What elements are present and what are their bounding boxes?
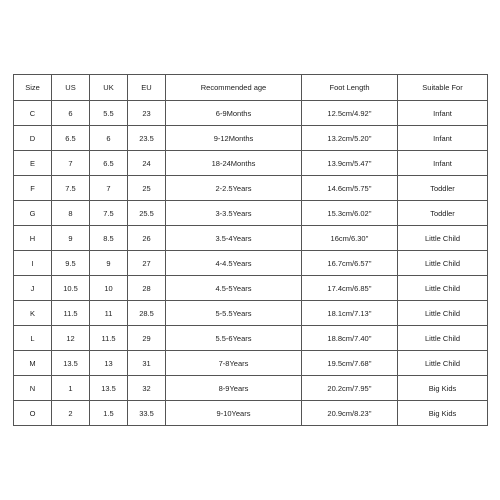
table-row — [14, 301, 488, 326]
cell-recommended-age: 2-2.5Years — [166, 176, 302, 201]
cell-us: 8 — [52, 201, 90, 226]
cell-recommended-age: 9-10Years — [166, 401, 302, 426]
cell-size: O — [14, 401, 52, 426]
cell-us: 12 — [52, 326, 90, 351]
table-row — [14, 376, 488, 401]
cell-us: 2 — [52, 401, 90, 426]
cell-foot-length: 18.8cm/7.40'' — [302, 326, 398, 351]
cell-eu: 33.5 — [128, 401, 166, 426]
cell-uk: 1.5 — [90, 401, 128, 426]
cell-size: M — [14, 351, 52, 376]
cell-uk: 5.5 — [90, 101, 128, 126]
cell-uk: 11.5 — [90, 326, 128, 351]
cell-suitable-for: Toddler — [398, 201, 488, 226]
cell-size: I — [14, 251, 52, 276]
cell-suitable-for: Little Child — [398, 351, 488, 376]
cell-us: 1 — [52, 376, 90, 401]
cell-eu: 25 — [128, 176, 166, 201]
cell-eu: 28 — [128, 276, 166, 301]
table-row — [14, 101, 488, 126]
cell-recommended-age: 3-3.5Years — [166, 201, 302, 226]
cell-eu: 23 — [128, 101, 166, 126]
cell-size: L — [14, 326, 52, 351]
cell-foot-length: 17.4cm/6.85'' — [302, 276, 398, 301]
cell-recommended-age: 5.5-6Years — [166, 326, 302, 351]
cell-uk: 11 — [90, 301, 128, 326]
size-chart-table — [13, 74, 488, 426]
cell-foot-length: 16cm/6.30'' — [302, 226, 398, 251]
cell-foot-length: 14.6cm/5.75'' — [302, 176, 398, 201]
cell-us: 11.5 — [52, 301, 90, 326]
cell-us: 6 — [52, 101, 90, 126]
cell-uk: 7.5 — [90, 201, 128, 226]
cell-foot-length: 19.5cm/7.68'' — [302, 351, 398, 376]
table-row — [14, 326, 488, 351]
cell-suitable-for: Infant — [398, 151, 488, 176]
cell-foot-length: 12.5cm/4.92'' — [302, 101, 398, 126]
cell-size: J — [14, 276, 52, 301]
cell-recommended-age: 7-8Years — [166, 351, 302, 376]
column-header-us: US — [52, 75, 90, 101]
cell-suitable-for: Big Kids — [398, 401, 488, 426]
cell-foot-length: 20.2cm/7.95'' — [302, 376, 398, 401]
column-header-size: Size — [14, 75, 52, 101]
cell-size: F — [14, 176, 52, 201]
cell-size: G — [14, 201, 52, 226]
table-body — [14, 101, 488, 426]
cell-suitable-for: Little Child — [398, 301, 488, 326]
cell-recommended-age: 3.5-4Years — [166, 226, 302, 251]
cell-uk: 6 — [90, 126, 128, 151]
cell-suitable-for: Infant — [398, 101, 488, 126]
cell-eu: 27 — [128, 251, 166, 276]
table-row — [14, 176, 488, 201]
cell-uk: 6.5 — [90, 151, 128, 176]
cell-recommended-age: 4-4.5Years — [166, 251, 302, 276]
cell-recommended-age: 9-12Months — [166, 126, 302, 151]
column-header-suitable-for: Suitable For — [398, 75, 488, 101]
cell-us: 7.5 — [52, 176, 90, 201]
cell-foot-length: 20.9cm/8.23'' — [302, 401, 398, 426]
cell-suitable-for: Infant — [398, 126, 488, 151]
cell-suitable-for: Little Child — [398, 276, 488, 301]
cell-recommended-age: 5-5.5Years — [166, 301, 302, 326]
cell-uk: 13.5 — [90, 376, 128, 401]
cell-eu: 24 — [128, 151, 166, 176]
cell-us: 7 — [52, 151, 90, 176]
cell-size: D — [14, 126, 52, 151]
table-row — [14, 401, 488, 426]
cell-uk: 7 — [90, 176, 128, 201]
cell-eu: 23.5 — [128, 126, 166, 151]
cell-eu: 25.5 — [128, 201, 166, 226]
table-row — [14, 126, 488, 151]
cell-us: 9.5 — [52, 251, 90, 276]
cell-us: 13.5 — [52, 351, 90, 376]
cell-recommended-age: 6-9Months — [166, 101, 302, 126]
cell-foot-length: 16.7cm/6.57'' — [302, 251, 398, 276]
table-row — [14, 226, 488, 251]
cell-foot-length: 18.1cm/7.13'' — [302, 301, 398, 326]
column-header-recommended-age: Recommended age — [166, 75, 302, 101]
cell-uk: 13 — [90, 351, 128, 376]
cell-recommended-age: 4.5-5Years — [166, 276, 302, 301]
cell-size: N — [14, 376, 52, 401]
cell-uk: 9 — [90, 251, 128, 276]
cell-suitable-for: Little Child — [398, 226, 488, 251]
table-row — [14, 251, 488, 276]
cell-eu: 29 — [128, 326, 166, 351]
table-row — [14, 201, 488, 226]
table-row — [14, 276, 488, 301]
cell-size: K — [14, 301, 52, 326]
table-row — [14, 351, 488, 376]
cell-us: 10.5 — [52, 276, 90, 301]
cell-size: C — [14, 101, 52, 126]
cell-suitable-for: Little Child — [398, 326, 488, 351]
column-header-uk: UK — [90, 75, 128, 101]
cell-recommended-age: 8-9Years — [166, 376, 302, 401]
cell-us: 6.5 — [52, 126, 90, 151]
cell-us: 9 — [52, 226, 90, 251]
cell-foot-length: 13.2cm/5.20'' — [302, 126, 398, 151]
cell-suitable-for: Big Kids — [398, 376, 488, 401]
cell-foot-length: 15.3cm/6.02'' — [302, 201, 398, 226]
cell-uk: 8.5 — [90, 226, 128, 251]
cell-suitable-for: Toddler — [398, 176, 488, 201]
cell-recommended-age: 18-24Months — [166, 151, 302, 176]
column-header-foot-length: Foot Length — [302, 75, 398, 101]
table-row — [14, 151, 488, 176]
cell-eu: 28.5 — [128, 301, 166, 326]
cell-foot-length: 13.9cm/5.47'' — [302, 151, 398, 176]
cell-eu: 31 — [128, 351, 166, 376]
column-header-eu: EU — [128, 75, 166, 101]
cell-uk: 10 — [90, 276, 128, 301]
cell-size: H — [14, 226, 52, 251]
cell-eu: 26 — [128, 226, 166, 251]
cell-size: E — [14, 151, 52, 176]
header-row — [14, 75, 488, 101]
cell-eu: 32 — [128, 376, 166, 401]
cell-suitable-for: Little Child — [398, 251, 488, 276]
